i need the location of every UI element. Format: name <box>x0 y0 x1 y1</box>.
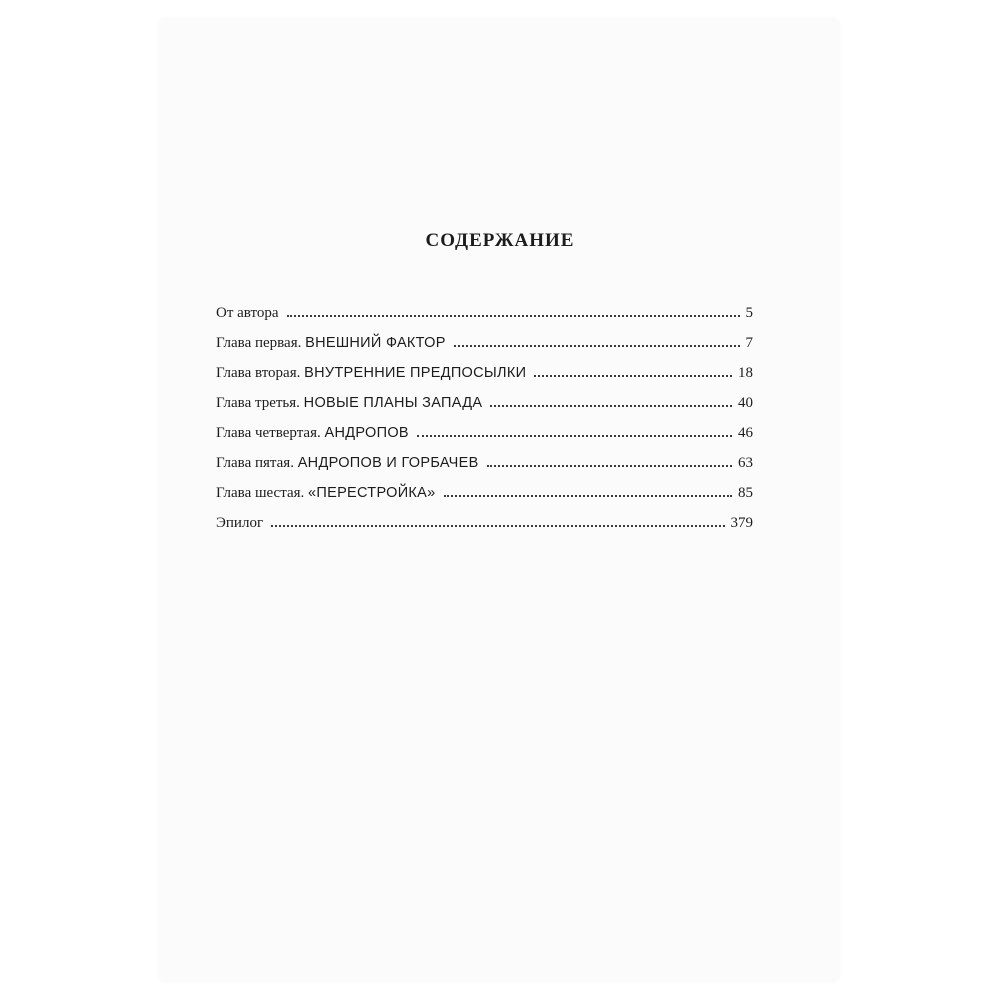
toc-entry-prefix: Глава четвертая. <box>216 425 321 441</box>
toc-entry <box>216 448 753 478</box>
toc-page-number: 46 <box>738 425 753 441</box>
toc-entry-prefix: Эпилог <box>216 515 264 531</box>
toc-entry-label <box>216 358 526 388</box>
toc-entry-label <box>216 448 479 478</box>
toc-entry <box>216 328 753 358</box>
toc-entry-label <box>216 328 446 358</box>
toc-entry-label <box>216 508 263 538</box>
toc-leader-dots <box>490 405 732 407</box>
toc-page-number: 63 <box>738 455 753 471</box>
toc-entry <box>216 358 753 388</box>
toc-page-number: 18 <box>738 365 753 381</box>
toc-entry-prefix: Глава первая. <box>216 335 302 351</box>
toc-leader-dots <box>534 375 732 377</box>
toc-entry-prefix: Глава пятая. <box>216 455 294 471</box>
toc-leader-dots <box>454 345 740 347</box>
toc-entry-prefix: От автора <box>216 305 279 321</box>
table-of-contents <box>216 298 753 538</box>
toc-leader-dots <box>271 525 724 527</box>
toc-entry-label <box>216 478 436 508</box>
toc-entry <box>216 298 753 328</box>
toc-entry <box>216 388 753 418</box>
toc-leader-dots <box>287 315 740 317</box>
toc-page-number: 379 <box>730 515 753 531</box>
toc-entry-label <box>216 298 279 328</box>
toc-page-number: 5 <box>745 305 753 321</box>
toc-entry-label <box>216 388 482 418</box>
toc-page-number: 40 <box>738 395 753 411</box>
toc-chapter-title: НОВЫЕ ПЛАНЫ ЗАПАДА <box>303 395 483 411</box>
toc-leader-dots <box>487 465 732 467</box>
toc-leader-dots <box>444 495 733 497</box>
toc-entry-prefix: Глава третья. <box>216 395 300 411</box>
page-title: СОДЕРЖАНИЕ <box>425 230 575 251</box>
toc-page-number: 85 <box>738 485 753 501</box>
toc-entry-label <box>216 418 409 448</box>
toc-chapter-title: «ПЕРЕСТРОЙКА» <box>308 485 436 501</box>
toc-entry <box>216 418 753 448</box>
toc-chapter-title: АНДРОПОВ И ГОРБАЧЕВ <box>297 455 479 471</box>
toc-chapter-title: ВНЕШНИЙ ФАКТОР <box>305 335 446 351</box>
toc-entry <box>216 508 753 538</box>
toc-entry-prefix: Глава шестая. <box>216 485 305 501</box>
toc-page-number: 7 <box>745 335 753 351</box>
toc-chapter-title: АНДРОПОВ <box>324 425 409 441</box>
toc-chapter-title: ВНУТРЕННИЕ ПРЕДПОСЫЛКИ <box>304 365 527 381</box>
toc-entry <box>216 478 753 508</box>
toc-entry-prefix: Глава вторая. <box>216 365 301 381</box>
toc-leader-dots <box>417 435 732 437</box>
